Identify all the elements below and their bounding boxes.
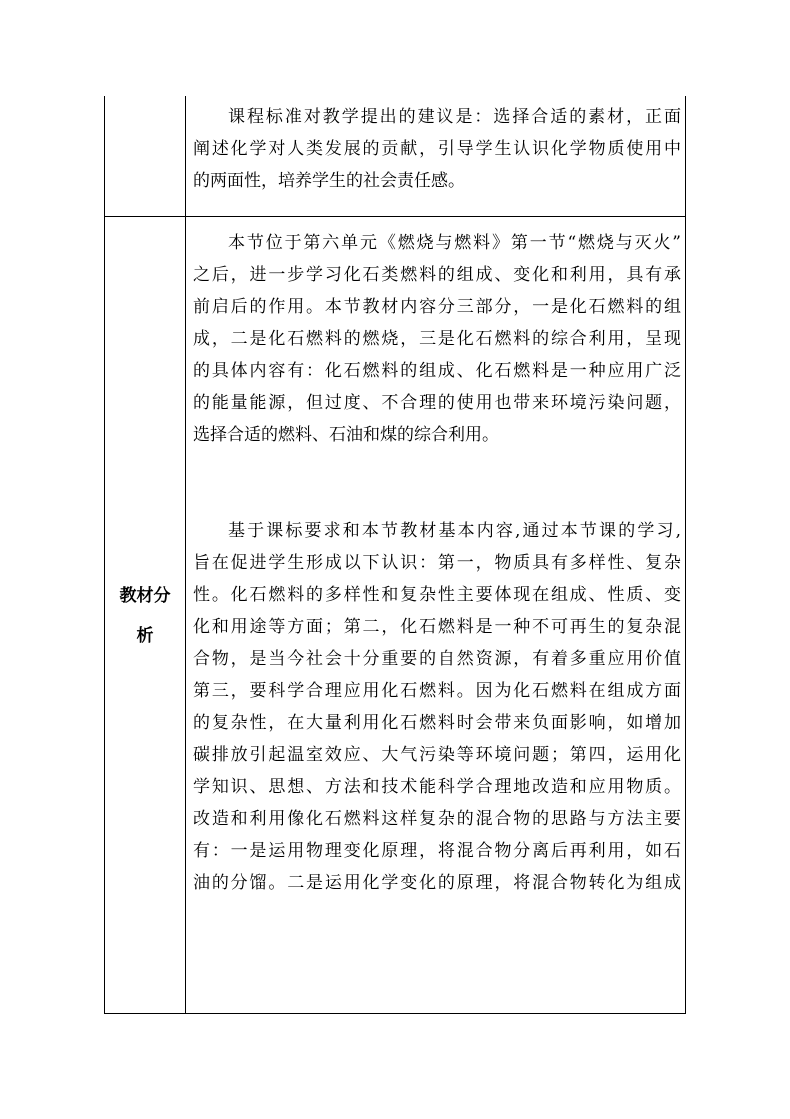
- text-line: 学知识、思想、方法和技术能科学合理地改造和应用物质。: [193, 777, 681, 797]
- text-line: 油的分馏。二是运用化学变化的原理，将混合物转化为组成: [193, 873, 681, 893]
- paragraph-2: [193, 515, 681, 899]
- text-line: 合物，是当今社会十分重要的自然资源，有着多重应用价值: [193, 649, 681, 669]
- column-divider: [185, 96, 186, 1013]
- text-line: 选择合适的燃料、石油和煤的综合利用。: [193, 425, 499, 445]
- section-label-line: 教材分: [119, 586, 171, 606]
- text-line: 之后，进一步学习化石类燃料的组成、变化和利用，具有承: [193, 265, 681, 285]
- text-line: 基于课标要求和本节教材基本内容,通过本节课的学习,: [228, 521, 681, 541]
- text-line: 成，二是化石燃料的燃烧，三是化石燃料的综合利用，呈现: [193, 329, 681, 349]
- text-line: 的复杂性，在大量利用化石燃料时会带来负面影响，如增加: [193, 713, 681, 733]
- text-line: 改造和利用像化石燃料这样复杂的混合物的思路与方法主要: [193, 809, 681, 829]
- paragraph-1: [193, 227, 681, 451]
- text-line: 的两面性，培养学生的社会责任感。: [193, 171, 465, 191]
- text-line: 旨在促进学生形成以下认识：第一，物质具有多样性、复杂: [193, 553, 681, 573]
- text-line: 性。化石燃料的多样性和复杂性主要体现在组成、性质、变: [193, 585, 681, 605]
- text-line: 碳排放引起温室效应、大气污染等环境问题；第四，运用化: [193, 745, 681, 765]
- text-line: 的能量能源，但过度、不合理的使用也带来环境污染问题，: [193, 393, 681, 413]
- text-line: 第三，要科学合理应用化石燃料。因为化石燃料在组成方面: [193, 681, 681, 701]
- row-divider: [105, 216, 685, 217]
- text-line: 课程标准对教学提出的建议是：选择合适的素材，正面: [228, 107, 681, 127]
- section-label-line: 析: [136, 626, 154, 646]
- text-line: 的具体内容有：化石燃料的组成、化石燃料是一种应用广泛: [193, 361, 681, 381]
- text-line: 化和用途等方面；第二，化石燃料是一种不可再生的复杂混: [193, 617, 681, 637]
- section-label: [105, 576, 185, 656]
- top-row-text: [193, 101, 681, 197]
- text-line: 阐述化学对人类发展的贡献，引导学生认识化学物质使用中: [193, 139, 681, 159]
- text-line: 有：一是运用物理变化原理，将混合物分离后再利用，如石: [193, 841, 681, 861]
- document-table: [104, 96, 686, 1014]
- text-line: 本节位于第六单元《燃烧与燃料》第一节“燃烧与灭火”: [228, 233, 681, 253]
- text-line: 前启后的作用。本节教材内容分三部分，一是化石燃料的组: [193, 297, 681, 317]
